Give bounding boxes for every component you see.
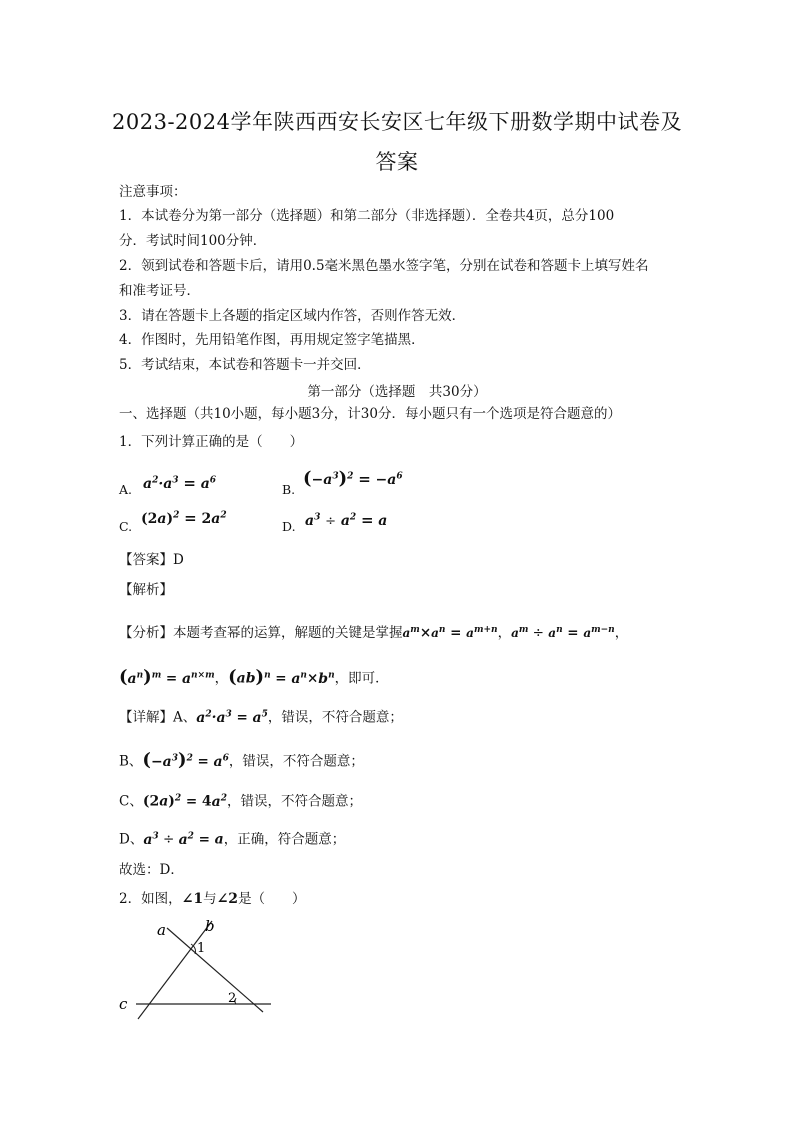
q1-option-c-label: C.	[119, 519, 133, 534]
page-title: 2023-2024学年陕西西安长安区七年级下册数学期中试卷及	[112, 110, 682, 134]
q2-stem	[119, 889, 306, 909]
q1-fenxi-comma-3: ，	[214, 670, 229, 687]
label-b: b	[205, 917, 215, 935]
q1-fenxi-comma-2: ，	[614, 625, 629, 641]
line-a	[167, 928, 263, 1012]
q1-detail-d-label: D、	[119, 831, 144, 848]
q1-detail-c-tail: ，错误，不符合题意；	[227, 793, 362, 810]
notice-item-1: 1．本试卷分为第一部分（选择题）和第二部分（非选择题）．全卷共4页，总分100	[119, 208, 615, 224]
q1-detail-a-tail: ，错误，不符合题意；	[267, 709, 403, 726]
q1-answer: 【答案】D	[119, 552, 184, 568]
q1-option-c-expr: $(2a)^2 = 2a^2$	[141, 509, 227, 527]
q1-detail-d: D、$a^3 \div a^2 = a$，正确，符合题意；	[119, 831, 346, 848]
q1-detail-b-label: B、	[119, 753, 143, 770]
q2-stem-suffix: 是（ ）	[238, 891, 306, 907]
q1-analysis-label: 【解析】	[119, 582, 173, 598]
label-a: a	[157, 921, 166, 939]
label-angle-1: 1	[197, 941, 206, 956]
q1-option-a-expr: $a^2\cdot a^3 = a^6$	[143, 474, 217, 492]
q1-fenxi-end: ，即可．	[334, 670, 389, 687]
notice-item-3: 3．请在答题卡上各题的指定区域内作答，否则作答无效．	[119, 308, 466, 324]
q1-detail-c: C、$(2a)^2 = 4a^2$，错误，不符合题意；	[119, 793, 362, 810]
q2-angle-1: ∠1	[181, 891, 204, 907]
q1-option-d-label: D.	[282, 519, 296, 534]
label-c: c	[119, 995, 128, 1013]
q1-detail-c-label: C、	[119, 793, 143, 810]
q1-option-b-label: B.	[282, 482, 296, 497]
part1-heading: 第一部分（选择题 共30分）	[307, 384, 487, 400]
notice-item-2: 2．领到试卷和答题卡后，请用0.5毫米黑色墨水签字笔，分别在试卷和答题卡上填写姓名	[119, 258, 649, 274]
notice-item-4: 4．作图时，先用铅笔作图，再用规定签字笔描黑．	[119, 332, 425, 348]
notice-heading: 注意事项：	[119, 184, 187, 200]
page-title-continued: 答案	[375, 150, 419, 174]
q1-option-d-expr: $a^3 \div a^2 = a$	[305, 511, 388, 529]
q1-fenxi-comma: ，	[497, 625, 512, 641]
q1-detail-a: 【详解】A、$a^2\cdot a^3 = a^5$，错误，不符合题意；	[119, 709, 403, 726]
label-angle-2: 2	[228, 991, 237, 1006]
notice-item-1-cont: 分．考试时间100分钟．	[119, 233, 267, 249]
q1-option-b-expr: $(-a^3)^2 = -a^6$	[303, 468, 403, 489]
section-heading: 一、选择题（共10小题，每小题3分，计30分．每小题只有一个选项是符合题意的）	[119, 406, 621, 422]
q1-detail-b: B、$(-a^3)^2 = a^6$，错误，不符合题意；	[119, 749, 364, 771]
q1-stem: 1．下列计算正确的是（ ）	[119, 434, 304, 450]
q2-angle-2: ∠2	[216, 891, 239, 907]
notice-item-2-cont: 和准考证号．	[119, 283, 200, 299]
notice-item-5: 5．考试结束，本试卷和答题卡一并交回．	[119, 357, 371, 373]
q2-figure	[110, 915, 280, 1025]
q1-option-a-label: A.	[119, 482, 133, 497]
q1-detail-a-label: 【详解】A、	[119, 709, 197, 726]
q2-with: 与	[203, 891, 217, 907]
q1-fenxi-text: 【分析】本题考查幂的运算，解题的关键是掌握	[119, 625, 403, 641]
q1-conclusion: 故选：D．	[119, 862, 184, 878]
q1-fenxi-cont: $(a^n)^m = a^{n\times m}$，$(ab)^n = a^n\times b^n$，即可．	[119, 666, 389, 688]
q1-detail-d-tail: ，正确，符合题意；	[223, 831, 346, 848]
q1-fenxi: 【分析】本题考查幂的运算，解题的关键是掌握$a^m\times a^n = a^{m+n}$，$a^m \div a^n = a^{m-n}$，	[119, 625, 629, 641]
q2-stem-prefix: 2．如图，	[119, 891, 182, 907]
q1-detail-b-tail: ，错误，不符合题意；	[228, 753, 364, 770]
